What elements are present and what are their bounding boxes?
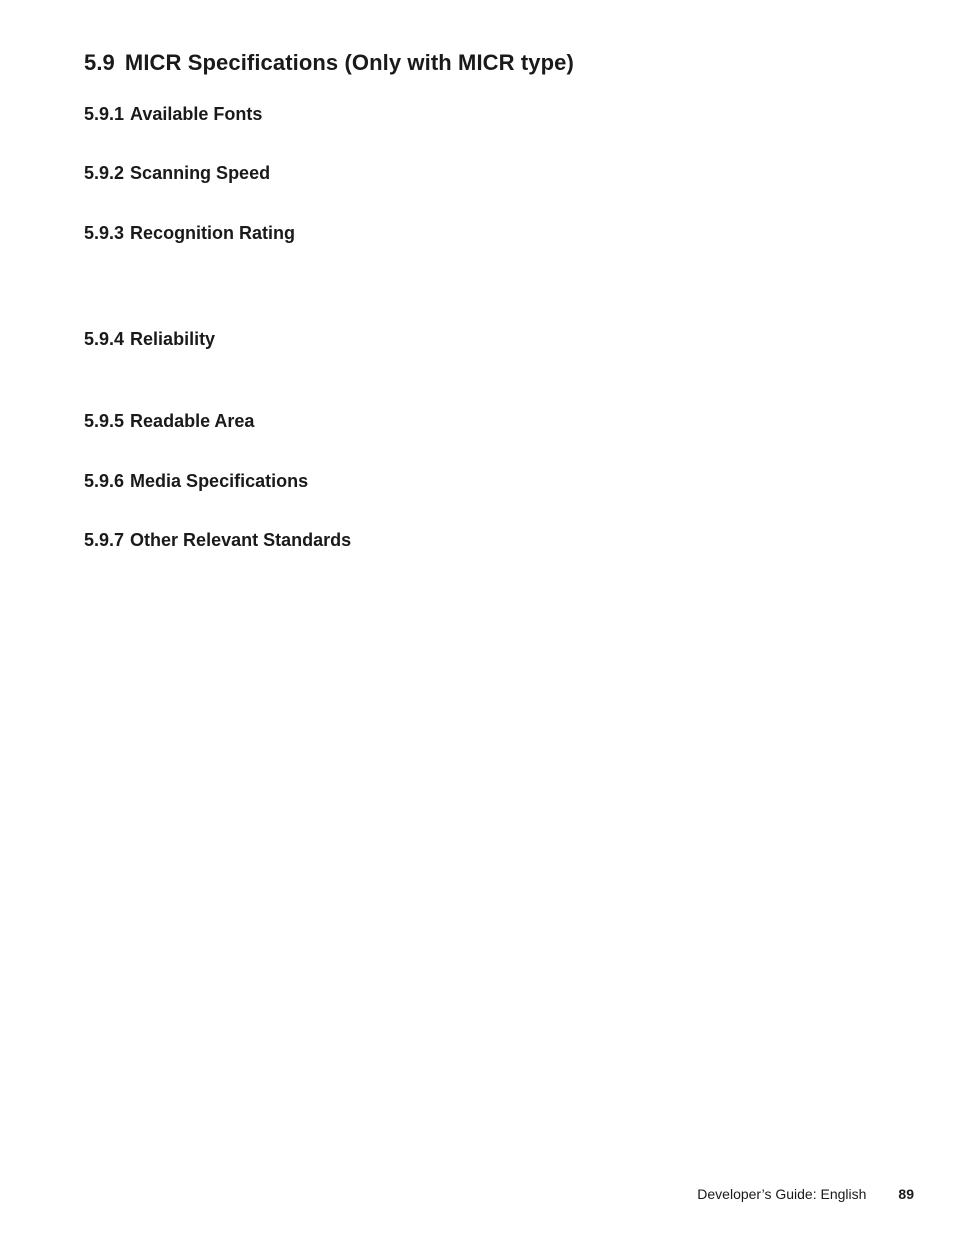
subsection-heading-reliability [84, 329, 215, 350]
section-title: MICR Specifications (Only with MICR type) [124, 50, 574, 75]
subsection-title: Other Relevant Standards [130, 530, 352, 550]
subsection-heading-scanning-speed [84, 163, 270, 184]
subsection-number: 5.9.4 [84, 329, 125, 349]
subsection-title: Scanning Speed [130, 163, 271, 183]
subsection-title: Reliability [130, 329, 216, 349]
subsection-heading-available-fonts [84, 104, 262, 125]
subsection-heading-other-relevant-standards [84, 530, 351, 551]
subsection-number: 5.9.5 [84, 411, 125, 431]
subsection-title: Recognition Rating [130, 223, 296, 243]
subsection-number: 5.9.1 [84, 104, 125, 124]
subsection-number: 5.9.2 [84, 163, 125, 183]
footer-guide-title: Developer’s Guide: English [697, 1186, 867, 1202]
subsection-number: 5.9.3 [84, 223, 125, 243]
page-footer [697, 1186, 914, 1202]
subsection-heading-media-specifications [84, 471, 308, 492]
section-number: 5.9 [84, 50, 115, 75]
subsection-heading-recognition-rating [84, 223, 295, 244]
subsection-title: Available Fonts [130, 104, 263, 124]
subsection-number: 5.9.7 [84, 530, 125, 550]
page-number: 89 [898, 1186, 914, 1202]
subsection-heading-readable-area [84, 411, 254, 432]
subsection-title: Readable Area [130, 411, 255, 431]
subsection-title: Media Specifications [130, 471, 309, 491]
subsection-number: 5.9.6 [84, 471, 125, 491]
section-heading [84, 50, 574, 76]
